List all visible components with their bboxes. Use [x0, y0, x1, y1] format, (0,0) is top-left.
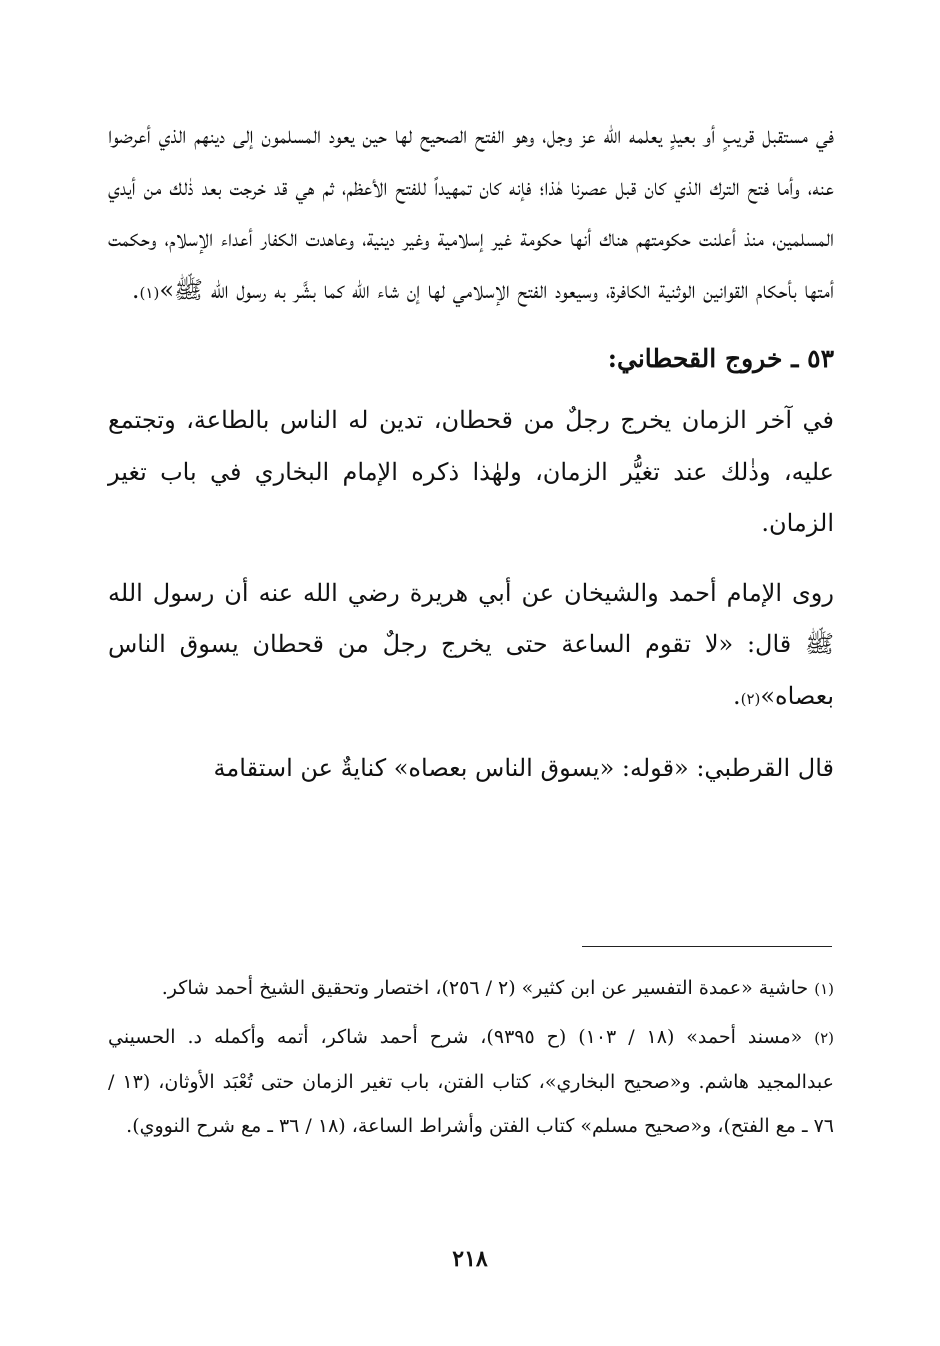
footnote-ref-2: (٢) [740, 689, 761, 708]
paragraph-1 [108, 110, 834, 319]
paragraph-1-text: في مستقبل قريبٍ أو بعيدٍ يعلمه الله عز وجل، وهو الفتح الصحيح لها حين يعود المسلمون إلى دينهم الذي أعرضوا عنه، وأما فتح الترك الذي كان قبل عصرنا هٰذا؛ فإنه كان تمهيداً للفتح الأعظم، ثم هي قد خرجت بعد ذٰلك من أيدي المسلمين، منذ أعلنت حكومتهم هناك أنها حكومة غير إسلامية وغير دينية، وعاهدت الكفار أعداء الإسلام، وحكمت أمتها بأحكام القوانين الوثنية الكافرة، وسيعود الفتح الإسلامي لها إن شاء الله كما بشَّر به رسول الله ﷺ» [108, 121, 834, 304]
paragraph-2: في آخر الزمان يخرج رجلٌ من قحطان، تدين له الناس بالطاعة، وتجتمع عليه، وذٰلك عند تغيُّر الزمان، ولهٰذا ذكره الإمام البخاري في باب تغير الزمان. [108, 406, 834, 537]
footnotes [108, 966, 834, 1152]
section-heading: ٥٣ ـ خروج القحطاني: [607, 344, 834, 373]
paragraph-1-end: . [131, 275, 140, 304]
footnote-1 [108, 966, 834, 1011]
footnote-2 [108, 1015, 834, 1148]
page-number: ٢١٨ [452, 1246, 488, 1272]
paragraph-3 [108, 568, 834, 726]
footnote-ref-1: (١) [139, 283, 160, 302]
footnote-separator [582, 946, 832, 947]
paragraph-3-end: . [732, 681, 741, 710]
footnote-2-text: «مسند أحمد» (١٨ / ١٠٣) (ح ٩٣٩٥)، شرح أحمد شاكر، أتمه وأكمله د. الحسيني عبدالمجيد هاشم. و«صحيح البخاري»، كتاب الفتن، باب تغير الزمان حتى تُعْبَد الأوثان، (١٣ / ٧٦ ـ مع الفتح)، و«صحيح مسلم» كتاب الفتن وأشراط الساعة، (١٨ / ٣٦ ـ مع شرح النووي). [108, 1026, 834, 1137]
footnote-1-number: (١) [814, 980, 834, 998]
paragraph-3-text: روى الإمام أحمد والشيخان عن أبي هريرة رضي الله عنه أن رسول الله ﷺ قال: «لا تقوم الساعة حتى يخرج رجلٌ من قحطان يسوق الناس بعصاه» [108, 578, 834, 710]
footnote-2-number: (٢) [814, 1029, 835, 1047]
paragraph-4: قال القرطبي: «قوله: «يسوق الناس بعصاه» كنايةٌ عن استقامة [213, 754, 834, 782]
footnote-1-text: حاشية «عمدة التفسير عن ابن كثير» (٢ / ٢٥٦)، اختصار وتحقيق الشيخ أحمد شاكر. [161, 977, 809, 999]
page-body [108, 110, 834, 795]
